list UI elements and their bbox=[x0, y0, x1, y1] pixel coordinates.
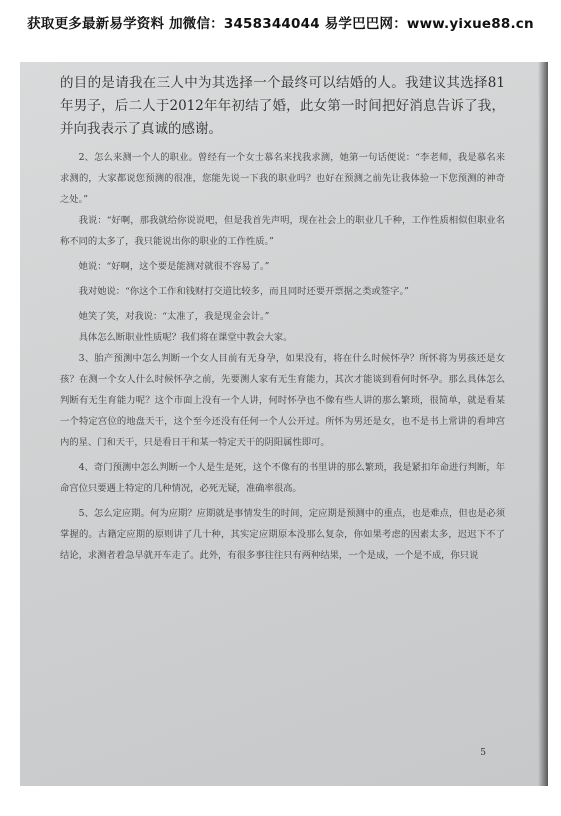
paragraph-life-death: 4、奇门预测中怎么判断一个人是生是死，这个不像有的书里讲的那么繁琐，我是紧扣年命进行判断，年命宫位只要遇上特定的几种情况，必死无疑，准确率很高。 bbox=[60, 462, 505, 494]
paragraph-timing: 5、怎么定应期。何为应期？应期就是事情发生的时间，定应期是预测中的重点，也是难点，但也是必须掌握的。古籍定应期的原则讲了几十种，其实定应期原本没那么复杂，你如果考虑的因素太多，迟迟下不了结论，求测者着急早就开车走了。此外，有很多事往往只有两种结果，一个是成，一个是不成，你只说 bbox=[60, 508, 505, 561]
paragraph-her-reply: 她说：“好啊，这个要是能测对就很不容易了。” bbox=[78, 261, 270, 272]
paragraph-confirmation: 她笑了笑，对我说：“太准了，我是现金会计。” bbox=[78, 311, 270, 322]
page-text bbox=[60, 72, 505, 566]
paragraph-pregnancy: 3、胎产预测中怎么判断一个女人目前有无身孕，如果没有，将在什么时候怀孕？所怀将为男孩还是女孩？在测一个女人什么时候怀孕之前，先要测人家有无生育能力，其次才能谈到看何时怀孕。那么具体怎么判断有无生育能力呢？这个市面上没有一个人讲，何时怀孕也不像有些人讲的那么繁琐，很简单，就是看某一个特定宫位的地盘天干，这个至今还没有任何一个人公开过。所怀为男还是女，也不是书上常讲的看坤宫内的星、门和天干，只是看日干和某一特定天干的阴阳属性即可。 bbox=[60, 353, 505, 448]
top-banner bbox=[0, 0, 561, 44]
page-number: 5 bbox=[480, 748, 486, 758]
paragraph-my-reading: 我对她说：“你这个工作和钱财打交道比较多，而且同时还要开票据之类或签字。” bbox=[78, 286, 409, 297]
paragraph-career-answer: 我说：“好啊，那我就给你说说吧，但是我首先声明，现在社会上的职业几千种，工作性质相似但职业名称不同的太多了，我只能说出你的职业的工作性质。” bbox=[60, 215, 505, 247]
paragraph-career-question: 2、怎么来测一个人的职业。曾经有一个女士慕名来找我求测，她第一句话便说：“李老师，我是慕名来求测的，大家都说您预测的很准，您能先说一下我的职业吗？也好在预测之前先让我体验一下您预测的神奇之处。” bbox=[60, 152, 505, 205]
paragraph-intro: 的目的是请我在三人中为其选择一个最终可以结婚的人。我建议其选择81年男子，后二人于2012年年初结了婚，此女第一时间把好消息告诉了我，并向我表示了真诚的感谢。 bbox=[60, 75, 505, 137]
banner-text: 获取更多最新易学资料 加微信：3458344044 易学巴巴网：www.yixue88.cn bbox=[27, 16, 534, 32]
paragraph-method-note: 具体怎么断职业性质呢？我们将在课堂中教会大家。 bbox=[78, 332, 293, 343]
scanned-page-photo bbox=[20, 62, 548, 786]
